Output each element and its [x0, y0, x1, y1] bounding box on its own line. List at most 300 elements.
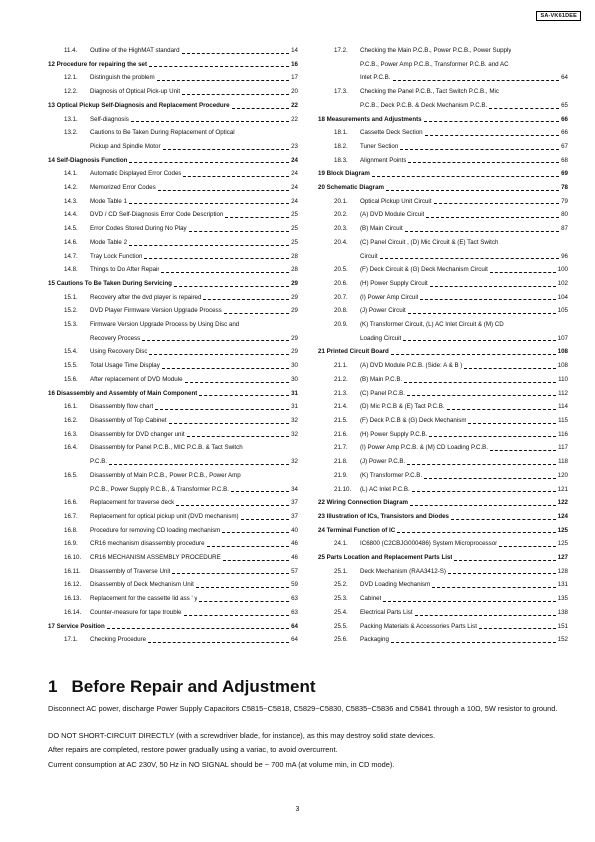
toc-entry: [318, 222, 568, 236]
toc-entry-number: 20.9.: [334, 321, 348, 329]
toc-entry-page: 37: [291, 512, 298, 520]
toc-entry-title: Cautions to Be Taken During Replacement of Optical: [90, 129, 235, 137]
toc-entry-title: Electrical Parts List: [360, 608, 413, 616]
toc-entry-page: 79: [561, 197, 568, 205]
toc-entry-title: Disassembly of Traverse Unit: [90, 567, 171, 575]
toc-entry-page: 32: [291, 458, 298, 466]
toc-entry-title: 12 Procedure for repairing the set: [48, 60, 148, 68]
toc-entry-number: 16.12.: [64, 581, 82, 589]
toc-entry-title: (C) Panel P.C.B.: [360, 389, 405, 397]
toc-entry: [318, 510, 568, 524]
toc-entry: [48, 578, 298, 592]
toc-entry: [48, 263, 298, 277]
toc-entry-number: 16.3.: [64, 430, 78, 438]
toc-dot-leader: [404, 382, 556, 383]
toc-entry: [48, 551, 298, 565]
toc-entry: [48, 85, 298, 99]
toc-dot-leader: [142, 340, 289, 341]
toc-entry-page: 29: [291, 334, 298, 342]
toc-entry: [48, 208, 298, 222]
toc-entry-title: Packaging: [360, 636, 389, 644]
toc-entry: [48, 113, 298, 127]
toc-entry: [48, 496, 298, 510]
toc-entry-title: P.C.B., Power Amp P.C.B., Transformer P.C.B. and AC: [360, 60, 509, 68]
toc-entry-page: 124: [557, 512, 568, 520]
toc-entry-number: 17.2.: [334, 47, 348, 54]
toc-entry-page: 14: [291, 47, 298, 54]
toc-dot-leader: [131, 121, 289, 122]
toc-entry: [318, 359, 568, 373]
toc-entry-page: 138: [557, 608, 568, 616]
toc-entry-page: 78: [561, 184, 568, 192]
toc-entry-title: Disassembly of Top Cabinet: [90, 416, 167, 424]
toc-dot-leader: [107, 628, 289, 629]
toc-entry-number: 14.7.: [64, 252, 78, 260]
toc-entry: [48, 633, 298, 647]
toc-entry: [48, 345, 298, 359]
toc-entry-title: (F) Deck Circuit & (G) Deck Mechanism Circuit: [360, 266, 488, 274]
toc-entry: [48, 606, 298, 620]
toc-entry: [48, 167, 298, 181]
toc-dot-leader: [187, 436, 290, 437]
toc-entry: [48, 44, 298, 58]
toc-dot-leader: [224, 313, 289, 314]
toc-dot-leader: [464, 368, 555, 369]
paragraph-discharge: Disconnect AC power, discharge Power Supply Capacitors C5815~C5818, C5829~C5830, C5835~C5836 and C5841 through a 10Ω, 5W resistor to ground.: [48, 704, 558, 713]
toc-entry-number: 16.8.: [64, 526, 78, 534]
toc-entry-title: Disassembly of Main P.C.B., Power P.C.B., Power Amp: [90, 471, 241, 479]
toc-entry-page: 127: [557, 554, 568, 562]
toc-entry-page: 110: [558, 375, 568, 383]
toc-dot-leader: [447, 409, 557, 410]
toc-entry-page: 100: [557, 266, 568, 274]
toc-entry-title: (C) Panel Circuit , (D) Mic Circuit & (E) Tact Switch: [360, 238, 499, 246]
toc-entry: [318, 236, 568, 250]
toc-dot-leader: [189, 231, 289, 232]
toc-dot-leader: [222, 532, 289, 533]
toc-entry-title: DVD Loading Mechanism: [360, 581, 431, 589]
toc-entry: [318, 606, 568, 620]
toc-entry: [48, 277, 298, 291]
toc-entry: [48, 441, 298, 455]
toc-dot-leader: [174, 286, 289, 287]
toc-entry-page: 31: [291, 389, 298, 397]
toc-entry-page: 29: [291, 307, 298, 315]
toc-dot-leader: [380, 258, 560, 259]
toc-dot-leader: [161, 272, 289, 273]
toc-entry-title: Disassembly of Deck Mechanism Unit: [90, 581, 194, 589]
toc-entry-title: Deck Mechanism (RAA3412-S): [360, 567, 446, 575]
toc-entry-page: 112: [558, 389, 568, 397]
toc-dot-leader: [383, 601, 555, 602]
toc-entry-title: Mode Table 2: [90, 238, 128, 246]
toc-dot-leader: [185, 382, 290, 383]
toc-entry-title: 14 Self-Diagnosis Function: [48, 156, 128, 164]
toc-entry-title: 19 Block Diagram: [318, 170, 370, 178]
toc-entry-number: 20.5.: [334, 266, 348, 274]
toc-entry-number: 16.1.: [64, 403, 78, 411]
toc-entry-number: 21.2.: [334, 375, 348, 383]
toc-entry-page: 69: [561, 170, 568, 178]
toc-entry-number: 12.1.: [64, 74, 78, 82]
paragraph-current-consumption: Current consumption at AC 230V, 50 Hz in NO SIGNAL should be ~ 700 mA (at volume min, in CD mode).: [48, 760, 395, 769]
toc-entry: [48, 99, 298, 113]
toc-entry-title: Checking the Panel P.C.B., Tact Switch P.C.B., Mic: [360, 88, 499, 96]
toc-entry-page: 59: [291, 581, 298, 589]
toc-entry-number: 14.4.: [64, 211, 78, 219]
toc-dot-leader: [468, 423, 556, 424]
toc-entry-title: (F) Deck P.C.B & (G) Deck Mechanism: [360, 416, 467, 424]
toc-entry-page: 24: [291, 197, 298, 205]
toc-entry-number: 21.9.: [334, 471, 348, 479]
section-number: 1: [48, 677, 58, 696]
toc-entry: [48, 71, 298, 85]
toc-entry-number: 16.9.: [64, 540, 78, 548]
toc-dot-leader: [207, 546, 290, 547]
toc-entry: [318, 620, 568, 634]
toc-dot-leader: [155, 409, 289, 410]
toc-dot-leader: [415, 615, 556, 616]
toc-dot-leader: [144, 258, 289, 259]
toc-entry-title: CR16 MECHANISM ASSEMBLY PROCEDURE: [90, 554, 221, 562]
toc-dot-leader: [149, 354, 289, 355]
toc-dot-leader: [424, 121, 559, 122]
toc-entry: [48, 181, 298, 195]
toc-dot-leader: [372, 176, 559, 177]
toc-entry: [318, 58, 568, 72]
toc-entry: [318, 71, 568, 85]
toc-dot-leader: [426, 217, 559, 218]
toc-entry: [48, 469, 298, 483]
toc-entry-page: 125: [557, 540, 568, 548]
toc-entry-number: 17.1.: [64, 636, 78, 644]
toc-dot-leader: [158, 190, 289, 191]
toc-entry-number: 16.2.: [64, 416, 78, 424]
toc-entry-title: (I) Power Amp Circuit: [360, 293, 419, 301]
toc-entry-number: 11.4.: [64, 47, 78, 54]
toc-entry-title: Packing Materials & Accessories Parts List: [360, 622, 477, 630]
toc-entry-title: CR16 mechanism disassembly procedure: [90, 540, 205, 548]
toc-entry-title: (A) DVD Module P.C.B. (Side: A & B ): [360, 362, 463, 370]
toc-entry-page: 46: [291, 540, 298, 548]
toc-entry-number: 21.8.: [334, 458, 348, 466]
toc-dot-leader: [199, 395, 289, 396]
toc-entry: [318, 373, 568, 387]
toc-entry: [48, 222, 298, 236]
toc-entry-title: (K) Transformer Circuit, (L) AC Inlet Circuit & (M) CD: [360, 321, 504, 329]
toc-entry: [48, 359, 298, 373]
toc-entry: [318, 85, 568, 99]
toc-dot-leader: [162, 368, 289, 369]
toc-entry: [318, 578, 568, 592]
toc-entry-title: Replacement for the cassette lid ass ' y: [90, 595, 198, 603]
toc-entry-title: Total Usage Time Display: [90, 362, 160, 370]
toc-entry: [48, 373, 298, 387]
toc-entry-title: 20 Schematic Diagram: [318, 184, 385, 192]
toc-entry-number: 14.5.: [64, 225, 78, 233]
toc-entry: [48, 236, 298, 250]
toc-entry-title: (J) Power P.C.B.: [360, 458, 406, 466]
toc-entry-page: 25: [291, 211, 298, 219]
toc-entry-page: 23: [291, 142, 298, 150]
toc-entry-title: 22 Wiring Connection Diagram: [318, 499, 409, 507]
toc-entry: [318, 263, 568, 277]
toc-entry: [48, 250, 298, 264]
toc-entry-number: 25.6.: [334, 636, 348, 644]
toc-entry-number: 15.4.: [64, 348, 78, 356]
toc-entry: [48, 304, 298, 318]
toc-entry-page: 24: [291, 184, 298, 192]
toc-entry: [48, 537, 298, 551]
toc-entry: [318, 208, 568, 222]
paragraph-restore-power: After repairs are completed, restore power gradually using a variac, to avoid overcurrent.: [48, 745, 338, 754]
toc-dot-leader: [479, 628, 556, 629]
toc-entry-page: 63: [291, 595, 298, 603]
toc-dot-leader: [157, 80, 289, 81]
toc-entry-page: 20: [291, 88, 298, 96]
toc-dot-leader: [408, 313, 556, 314]
toc-entry-number: 18.3.: [334, 156, 348, 164]
toc-entry-page: 16: [291, 60, 298, 68]
toc-entry-number: 13.2.: [64, 129, 78, 137]
toc-entry-page: 30: [291, 375, 298, 383]
toc-dot-leader: [434, 203, 560, 204]
toc-entry-title: 15 Cautions To Be Taken During Servicing: [48, 279, 172, 287]
toc-entry: [48, 291, 298, 305]
toc-entry-title: Loading Circuit: [360, 334, 402, 342]
toc-dot-leader: [184, 615, 290, 616]
toc-entry-title: P.C.B., Power Supply P.C.B., & Transformer P.C.B.: [90, 485, 229, 493]
toc-entry-page: 66: [561, 129, 568, 137]
toc-entry-page: 108: [557, 348, 568, 356]
toc-entry-title: Counter-measure for tape trouble: [90, 608, 182, 616]
toc-entry: [318, 551, 568, 565]
toc-entry-number: 14.3.: [64, 197, 78, 205]
toc-entry-number: 20.6.: [334, 279, 348, 287]
toc-entry-page: 46: [291, 554, 298, 562]
toc-entry-number: 21.3.: [334, 389, 348, 397]
toc-entry-page: 67: [561, 142, 568, 150]
toc-entry-number: 24.1.: [334, 540, 348, 548]
toc-dot-leader: [129, 245, 289, 246]
toc-entry-title: Error Codes Stored During No Play: [90, 225, 187, 233]
toc-dot-leader: [176, 505, 289, 506]
toc-entry: [48, 565, 298, 579]
toc-entry: [318, 483, 568, 497]
toc-entry-page: 29: [291, 293, 298, 301]
toc-entry: [318, 387, 568, 401]
toc-dot-leader: [223, 560, 289, 561]
toc-entry-title: Tuner Section: [360, 142, 399, 150]
toc-entry-title: Self-diagnosis: [90, 115, 129, 123]
toc-entry: [48, 483, 298, 497]
section-heading: [48, 677, 316, 697]
toc-dot-leader: [451, 519, 556, 520]
toc-right-column: [318, 44, 568, 647]
toc-entry-title: (B) Main P.C.B.: [360, 375, 403, 383]
toc-entry-page: 107: [557, 334, 568, 342]
toc-entry-number: 18.1.: [334, 129, 348, 137]
toc-entry-page: 105: [557, 307, 568, 315]
toc-entry-title: Cabinet: [360, 595, 382, 603]
toc-dot-leader: [241, 519, 290, 520]
toc-entry-number: 25.2.: [334, 581, 348, 589]
toc-entry-page: 34: [291, 485, 298, 493]
toc-entry-number: 14.8.: [64, 266, 78, 274]
toc-entry: [318, 400, 568, 414]
toc-dot-leader: [424, 478, 556, 479]
toc-entry-title: Replacement for optical pickup unit (DVD mechanism): [90, 512, 239, 520]
toc-entry: [318, 537, 568, 551]
paragraph-short-circuit: DO NOT SHORT-CIRCUIT DIRECTLY (with a screwdriver blade, for instance), as this may destroy solid state devices.: [48, 731, 436, 740]
toc-entry-title: Outline of the HighMAT standard: [90, 47, 180, 54]
toc-entry-title: (A) DVD Module Circuit: [360, 211, 425, 219]
toc-entry: [318, 345, 568, 359]
toc-entry-page: 57: [291, 567, 298, 575]
toc-entry-number: 18.2.: [334, 142, 348, 150]
toc-dot-leader: [490, 450, 556, 451]
toc-entry-page: 40: [291, 526, 298, 534]
toc-entry: [318, 496, 568, 510]
toc-entry-number: 16.13.: [64, 595, 82, 603]
toc-entry-number: 20.3.: [334, 225, 348, 233]
toc-entry: [48, 154, 298, 168]
toc-entry-number: 14.1.: [64, 170, 78, 178]
toc-entry-page: 31: [291, 403, 298, 411]
toc-entry: [318, 455, 568, 469]
toc-entry-title: Recovery Process: [90, 334, 141, 342]
toc-dot-leader: [405, 231, 559, 232]
toc-entry: [318, 332, 568, 346]
toc-dot-leader: [172, 573, 289, 574]
toc-entry: [318, 44, 568, 58]
toc-entry: [318, 428, 568, 442]
toc-entry-number: 25.5.: [334, 622, 348, 630]
toc-dot-leader: [454, 560, 555, 561]
toc-entry-title: Distinguish the problem: [90, 74, 155, 82]
toc-entry-page: 22: [291, 101, 298, 109]
toc-entry: [48, 387, 298, 401]
toc-entry-number: 21.6.: [334, 430, 348, 438]
toc-dot-leader: [203, 299, 289, 300]
toc-entry: [318, 167, 568, 181]
toc-entry-page: 87: [561, 225, 568, 233]
toc-entry: [318, 277, 568, 291]
toc-entry-title: Checking the Main P.C.B., Power P.C.B., Power Supply: [360, 47, 512, 54]
toc-entry: [48, 620, 298, 634]
toc-entry: [48, 195, 298, 209]
toc-entry-title: Firmware Version Upgrade Process by Using Disc and: [90, 321, 240, 329]
toc-entry-title: Automatic Displayed Error Codes: [90, 170, 182, 178]
toc-dot-leader: [149, 66, 289, 67]
toc-entry-title: Cassette Deck Section: [360, 129, 423, 137]
toc-entry: [318, 99, 568, 113]
toc-entry: [318, 154, 568, 168]
toc-entry-page: 28: [291, 252, 298, 260]
toc-dot-leader: [232, 108, 290, 109]
toc-dot-leader: [163, 149, 290, 150]
toc-dot-leader: [225, 217, 289, 218]
toc-entry-page: 116: [558, 430, 568, 438]
toc-entry-title: Checking Procedure: [90, 636, 147, 644]
toc-dot-leader: [182, 94, 289, 95]
toc-dot-leader: [109, 464, 289, 465]
toc-entry-page: 37: [291, 499, 298, 507]
toc-entry: [318, 441, 568, 455]
toc-entry-title: Optical Pickup Unit Circuit: [360, 197, 432, 205]
toc-entry-number: 16.10.: [64, 554, 82, 562]
toc-dot-leader: [169, 423, 290, 424]
toc-entry-page: 66: [561, 115, 568, 123]
toc-entry-page: 115: [558, 416, 568, 424]
toc-entry-page: 120: [557, 471, 568, 479]
toc-entry-title: Things to Do After Repair: [90, 266, 160, 274]
toc-entry: [48, 428, 298, 442]
toc-entry-title: 13 Optical Pickup Self-Diagnosis and Replacement Procedure: [48, 101, 230, 109]
toc-entry-number: 25.4.: [334, 608, 348, 616]
toc-entry-number: 21.10.: [334, 485, 352, 493]
toc-entry: [48, 332, 298, 346]
toc-entry: [318, 250, 568, 264]
toc-entry-title: P.C.B.: [90, 458, 108, 466]
toc-entry-title: DVD / CD Self-Diagnosis Error Code Description: [90, 211, 224, 219]
toc-entry-title: Disassembly for Panel P.C.B., MIC P.C.B. & Tact Switch: [90, 444, 243, 452]
toc-dot-leader: [412, 491, 556, 492]
toc-entry-title: Disassembly for DVD changer unit: [90, 430, 185, 438]
toc-entry-title: Replacement for traverse deck: [90, 499, 175, 507]
toc-entry-title: Diagnosis of Optical Pick-up Unit: [90, 88, 181, 96]
toc-entry-title: 17 Service Position: [48, 622, 105, 630]
toc-dot-leader: [407, 464, 556, 465]
toc-dot-leader: [400, 149, 559, 150]
toc-entry-title: (K) Transformer P.C.B.: [360, 471, 423, 479]
toc-dot-leader: [410, 505, 556, 506]
toc-entry-title: DVD Player Firmware Version Upgrade Process: [90, 307, 222, 315]
toc-entry-number: 20.8.: [334, 307, 348, 315]
toc-entry-page: 29: [291, 279, 298, 287]
toc-entry-title: Using Recovery Disc: [90, 348, 148, 356]
toc-entry-title: IC6800 (C2CBJG000486) System Microprocessor: [360, 540, 498, 548]
toc-entry-title: 24 Terminal Function of IC: [318, 526, 396, 534]
toc-entry-title: 16 Disassembly and Assembly of Main Component: [48, 389, 198, 397]
toc-entry-number: 25.1.: [334, 567, 348, 575]
toc-entry-title: 23 Illustration of ICs, Transistors and Diodes: [318, 512, 449, 520]
toc-entry-page: 65: [561, 101, 568, 109]
toc-entry-number: 16.14.: [64, 608, 82, 616]
toc-entry-number: 15.6.: [64, 375, 78, 383]
toc-entry: [318, 291, 568, 305]
toc-dot-leader: [231, 491, 289, 492]
toc-entry: [318, 469, 568, 483]
toc-entry: [48, 510, 298, 524]
toc-entry-number: 25.3.: [334, 595, 348, 603]
toc-dot-leader: [386, 190, 559, 191]
toc-entry: [318, 140, 568, 154]
toc-entry-number: 13.1.: [64, 115, 78, 123]
toc-entry-title: Tray Lock Function: [90, 252, 143, 260]
toc-entry: [48, 455, 298, 469]
section-title: Before Repair and Adjustment: [71, 677, 316, 696]
toc-entry-page: 30: [291, 362, 298, 370]
toc-dot-leader: [182, 53, 290, 54]
toc-entry-title: Memorized Error Codes: [90, 184, 156, 192]
toc-entry-page: 17: [291, 74, 298, 82]
toc-entry-number: 16.6.: [64, 499, 78, 507]
toc-entry-number: 21.5.: [334, 416, 348, 424]
toc-entry-page: 25: [291, 238, 298, 246]
toc-entry-page: 22: [291, 115, 298, 123]
toc-entry-number: 16.5.: [64, 471, 78, 479]
